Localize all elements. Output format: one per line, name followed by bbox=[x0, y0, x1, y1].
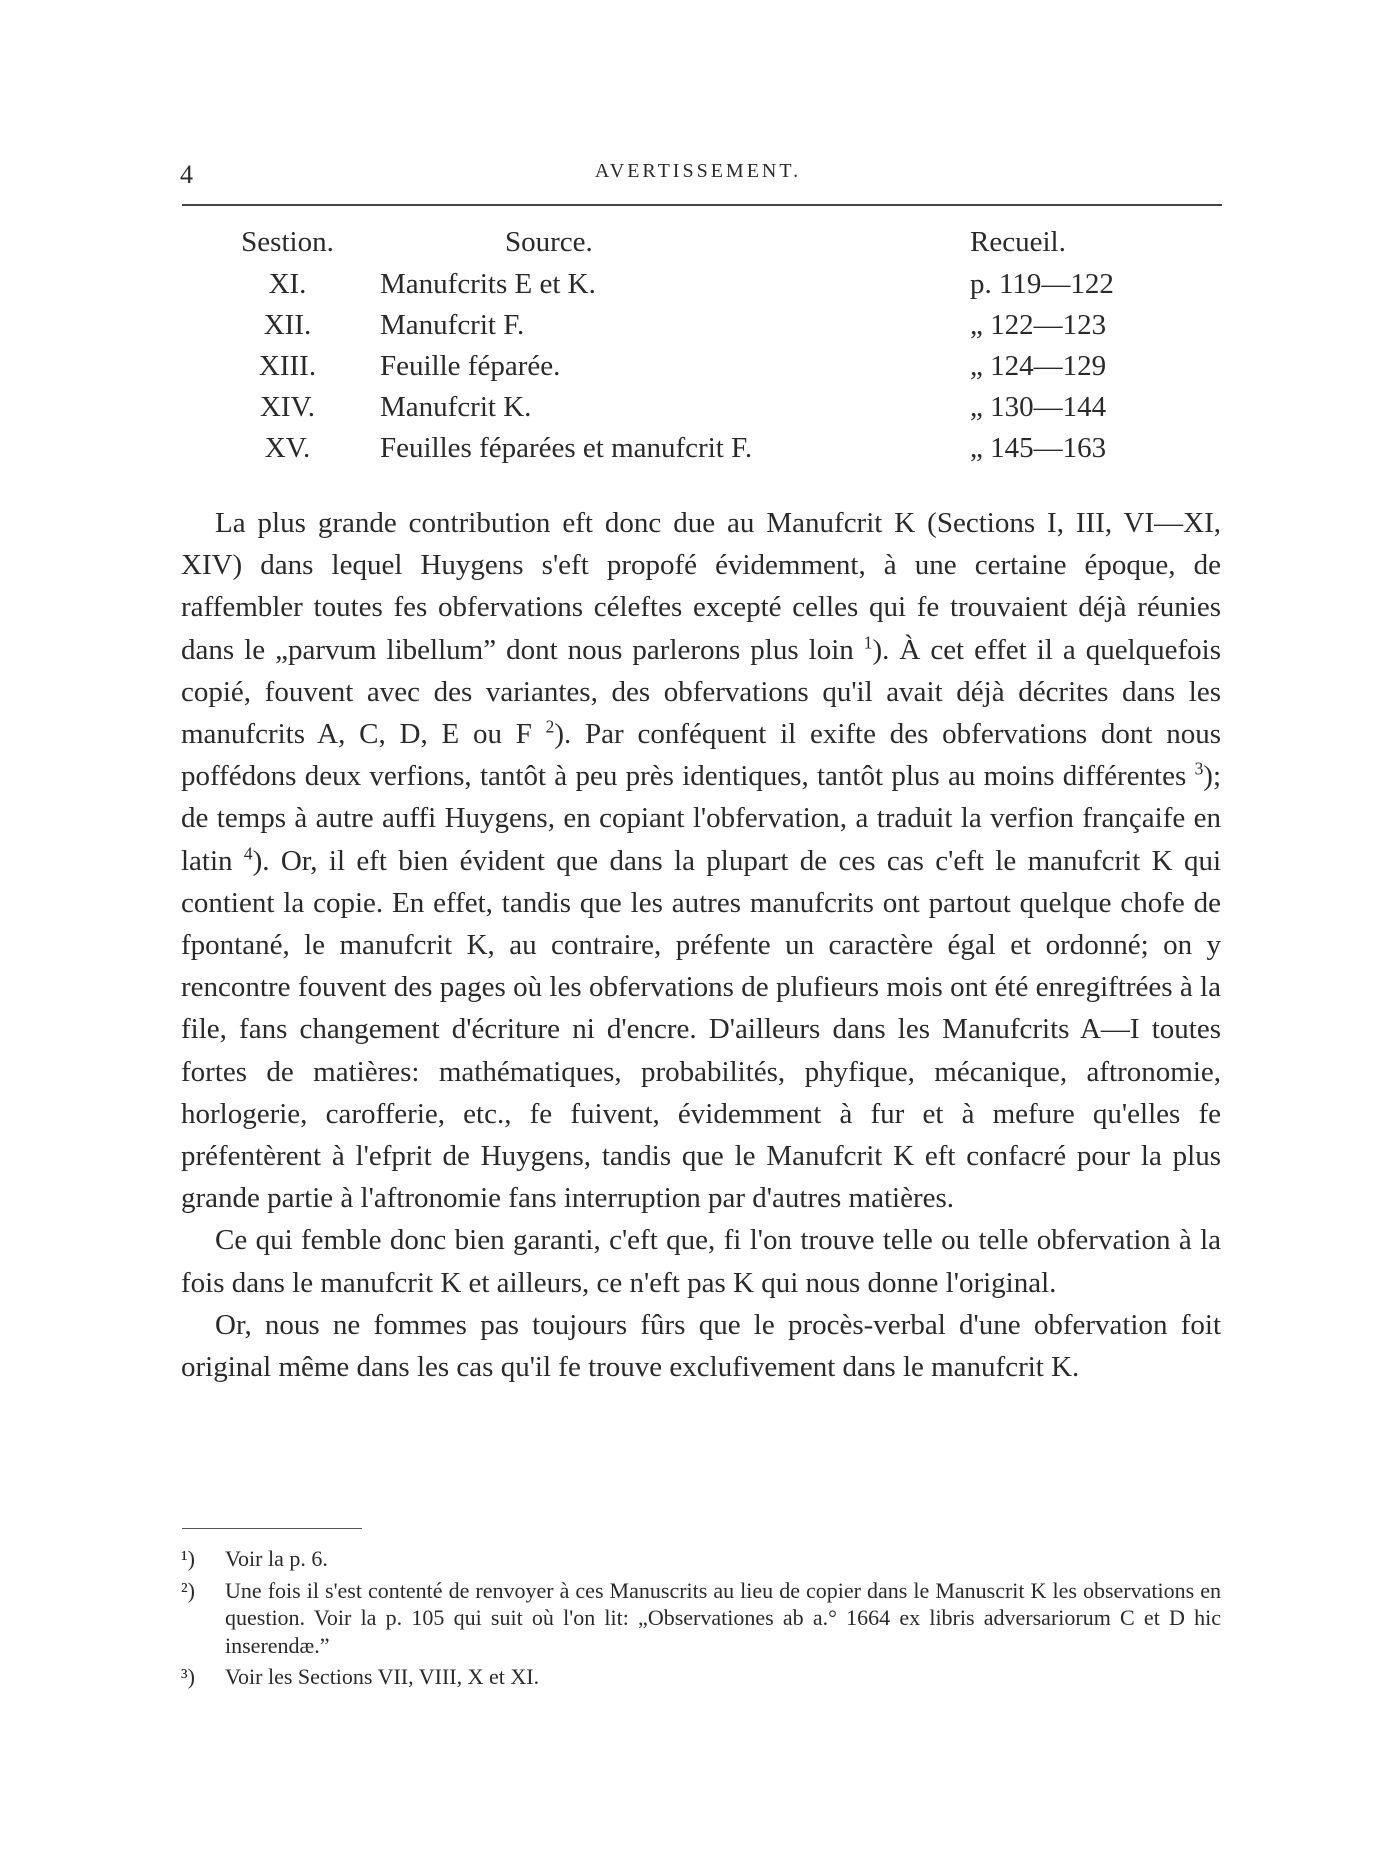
table-row bbox=[230, 387, 1160, 428]
footnote-mark: ²) bbox=[181, 1577, 195, 1603]
paragraph-1-part-c: ). Par conféquent il exifte des obfervations dont nous poffédons deux verfions, tantôt à peu près identiques, tantôt plus au moins différentes bbox=[181, 718, 1222, 793]
footnotes bbox=[181, 1545, 1221, 1695]
footnote-ref-1: 1 bbox=[863, 631, 873, 652]
header-rule bbox=[182, 204, 1222, 206]
table-header-row bbox=[230, 220, 1160, 264]
row-section: XI. bbox=[268, 268, 307, 300]
footnote bbox=[181, 1663, 1221, 1691]
footnote-mark: ¹) bbox=[181, 1546, 195, 1571]
row-source: Manufcrits E et K. bbox=[380, 268, 596, 300]
row-recueil: „ 124—129 bbox=[970, 350, 1107, 382]
row-recueil: „ 130—144 bbox=[970, 391, 1107, 423]
paragraph-1 bbox=[181, 502, 1221, 1219]
header-recueil: Recueil. bbox=[970, 225, 1066, 258]
body-text bbox=[181, 502, 1221, 1388]
page-number: 4 bbox=[180, 160, 193, 189]
row-recueil: „ 122—123 bbox=[970, 309, 1107, 341]
row-source: Manufcrit K. bbox=[380, 391, 532, 423]
paragraph-1-part-d: ); de temps à autre auffi Huygens, en copiant l'obfervation, a traduit la verfion françaife en latin bbox=[181, 760, 1221, 877]
header-section: Sestion. bbox=[241, 225, 334, 258]
footnote-text: Voir les Sections VII, VIII, X et XI. bbox=[225, 1664, 540, 1689]
footnote-text: Voir la p. 6. bbox=[225, 1546, 328, 1571]
row-recueil: p. 119—122 bbox=[970, 268, 1114, 300]
table-row bbox=[230, 305, 1160, 346]
paragraph-1-part-e: ). Or, il eft bien évident que dans la plupart de ces cas c'eft le manufcrit K qui contient la copie. En effet, tandis que les autres manufcrits ont partout quelque chofe de fpontané, le manufcrit K, au contraire, préfente un caractère égal et ordonné; on y rencontre fouvent des pages où les obfervations de plufieurs mois ont été enregiftrées à la file, fans changement d'écriture ni d'encre. D'ailleurs dans les Manufcrits A—I toutes fortes de matières: mathématiques, probabilités, phyfique, mécanique, aftronomie, horlogerie, carofferie, etc., fe fuivent, évidemment à fur et à mefure qu'elles fe préfentèrent à l'efprit de Huygens, tandis que le Manufcrit K eft confacré pour la plus grande partie à l'aftronomie fans interruption par d'autres matières. bbox=[181, 844, 1222, 1215]
footnote-ref-3: 3 bbox=[1194, 758, 1204, 779]
row-section: XIV. bbox=[259, 391, 316, 423]
table-row bbox=[230, 428, 1160, 469]
row-section: XIII. bbox=[258, 350, 317, 382]
footnote-ref-4: 4 bbox=[243, 842, 253, 863]
footnote bbox=[181, 1577, 1221, 1660]
table-row bbox=[230, 346, 1160, 387]
footnote-ref-2: 2 bbox=[545, 716, 555, 737]
footnote bbox=[181, 1545, 1221, 1573]
sources-table bbox=[230, 220, 1160, 469]
paragraph-1-part-b: ). À cet effet il a quelquefois copié, fouvent avec des variantes, des obfervations qu'il avait déjà décrites dans les manufcrits A, C, D, E ou F bbox=[181, 633, 1221, 751]
row-section: XV. bbox=[264, 432, 311, 464]
paragraph-1-part-a: La plus grande contribution eft donc due au Manufcrit K (Sections I, III, VI—XI, XIV) dans lequel Huygens s'eft propofé évidemment, à une certaine époque, de raffembler toutes fes obfervations céleftes excepté celles qui fe trouvaient déjà réunies dans le „parvum libellum” dont nous parlerons plus loin bbox=[181, 507, 1221, 666]
running-title: AVERTISSEMENT. bbox=[594, 160, 802, 182]
paragraph-2: Ce qui femble donc bien garanti, c'eft que, fi l'on trouve telle ou telle obfervation à la fois dans le manufcrit K et ailleurs, ce n'eft pas K qui nous donne l'original. bbox=[181, 1224, 1221, 1299]
header-source: Source. bbox=[505, 225, 593, 258]
row-recueil: „ 145—163 bbox=[970, 432, 1107, 464]
paragraph-3: Or, nous ne fommes pas toujours fûrs que le procès-verbal d'une obfervation foit original même dans les cas qu'il fe trouve exclufivement dans le manufcrit K. bbox=[181, 1308, 1221, 1384]
table-row bbox=[230, 264, 1160, 305]
row-source: Feuille féparée. bbox=[380, 350, 561, 382]
row-source: Manufcrit F. bbox=[380, 309, 525, 341]
footnote-text: Une fois il s'est contenté de renvoyer à ces Manuscrits au lieu de copier dans le Manuscrit K les observations en question. Voir la p. 105 qui suit où l'on lit: „Observationes ab a.° 1664 ex libris adversariorum C et D hic inserendæ.” bbox=[225, 1577, 1221, 1658]
footnote-mark: ³) bbox=[181, 1664, 195, 1689]
row-section: XII. bbox=[263, 309, 312, 341]
row-source: Feuilles féparées et manufcrit F. bbox=[380, 432, 753, 464]
footnote-rule bbox=[182, 1528, 362, 1529]
